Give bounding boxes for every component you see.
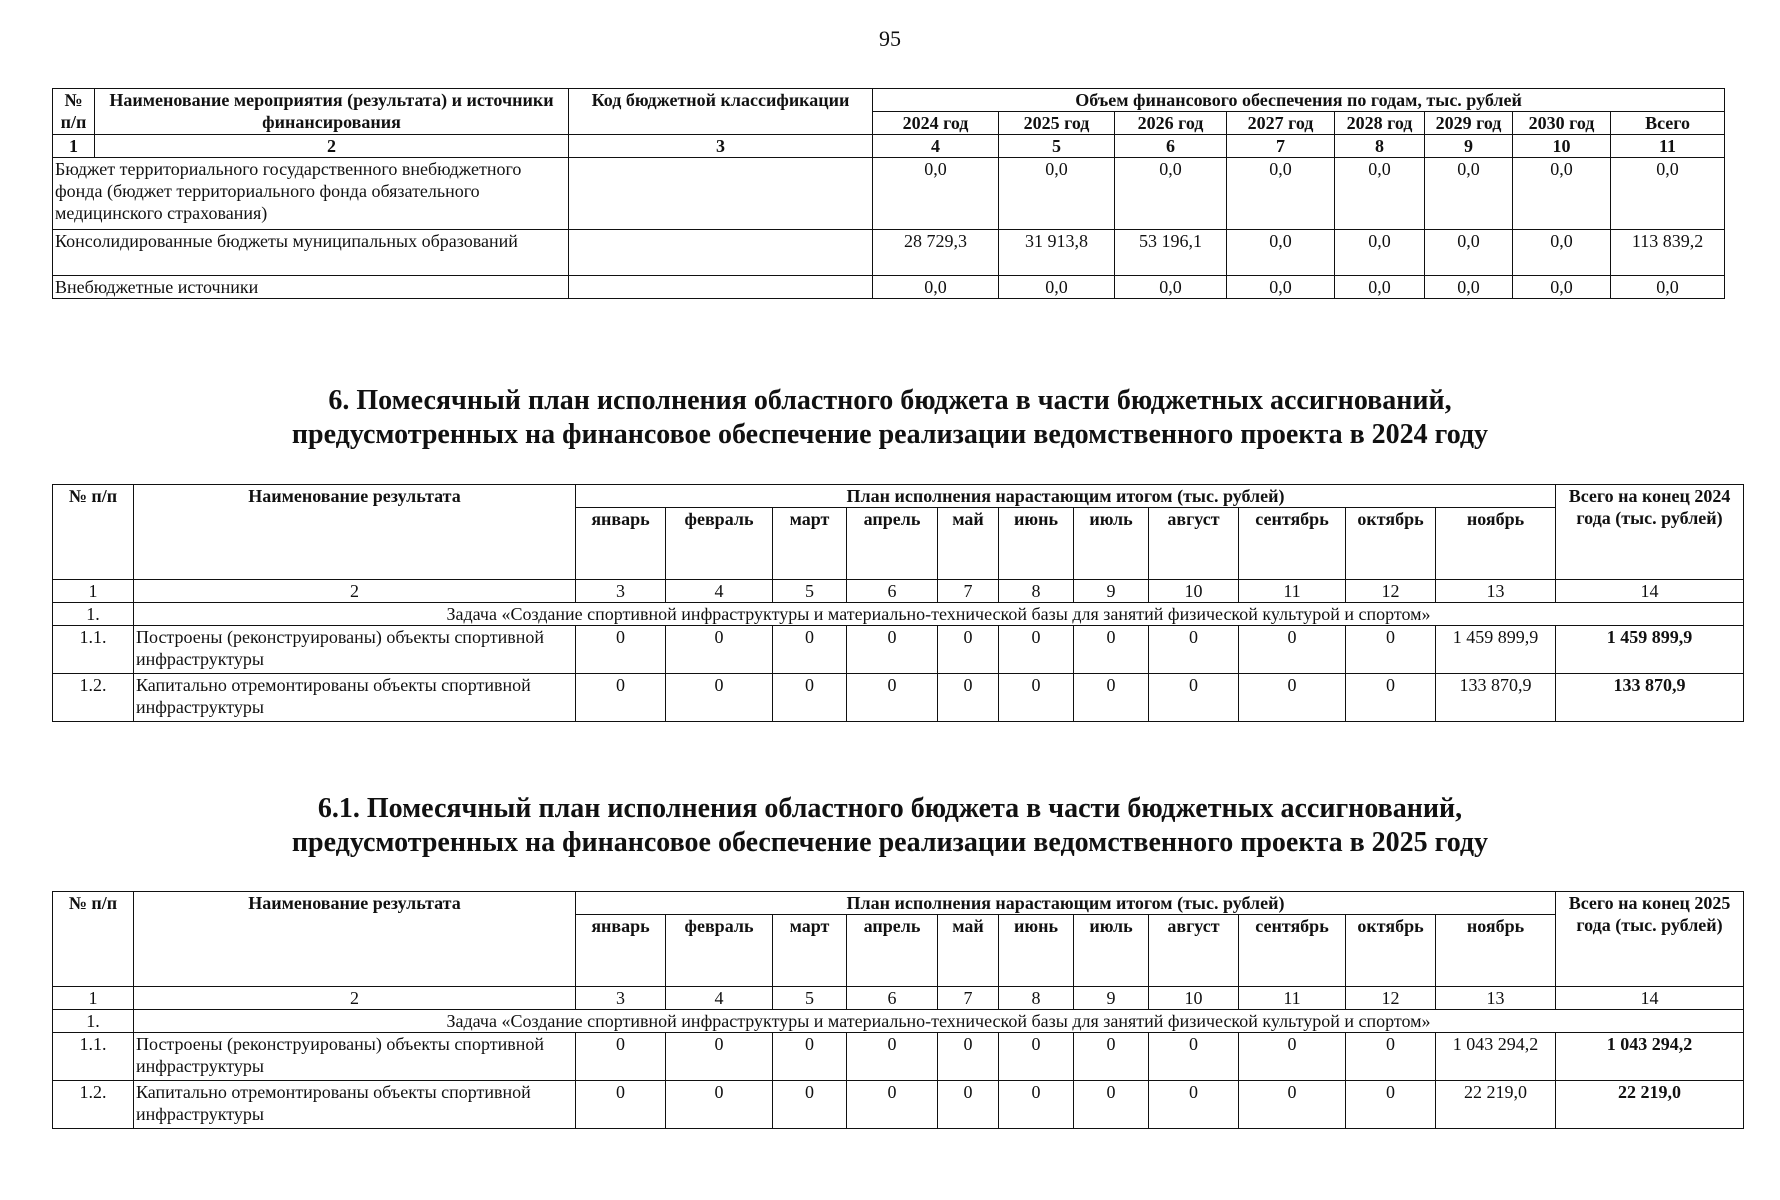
table-row	[53, 276, 1725, 299]
column-number: 1	[53, 580, 134, 603]
value-cell: 0,0	[1513, 230, 1611, 276]
value-cell: 0,0	[1513, 276, 1611, 299]
column-number: 5	[999, 135, 1115, 158]
header-month: ноябрь	[1436, 915, 1556, 987]
column-number: 10	[1149, 580, 1239, 603]
month-value: 0	[576, 626, 666, 674]
month-value: 22 219,0	[1436, 1081, 1556, 1129]
month-value: 0	[999, 626, 1074, 674]
value-cell: 113 839,2	[1611, 230, 1725, 276]
row-total: 22 219,0	[1556, 1081, 1744, 1129]
finance-column-numbers	[53, 135, 1725, 158]
value-cell: 0,0	[1335, 230, 1425, 276]
value-cell: 0,0	[1611, 158, 1725, 230]
result-name: Капитально отремонтированы объекты спортивной инфраструктуры	[134, 674, 576, 722]
month-value: 0	[1149, 1081, 1239, 1129]
column-number: 6	[1115, 135, 1227, 158]
budget-code	[569, 276, 873, 299]
month-value: 0	[1074, 1033, 1149, 1081]
header-month: апрель	[847, 915, 938, 987]
month-value: 0	[576, 1033, 666, 1081]
header-month: июль	[1074, 508, 1149, 580]
value-cell: 0,0	[1227, 230, 1335, 276]
month-value: 0	[576, 674, 666, 722]
column-number: 8	[999, 987, 1074, 1010]
section-title-line: предусмотренных на финансовое обеспечение реализации ведомственного проекта в 2025 году	[291, 827, 1489, 858]
header-name: Наименование результата	[134, 485, 576, 580]
value-cell: 31 913,8	[999, 230, 1115, 276]
header-month: январь	[576, 915, 666, 987]
row-num: 1.2.	[53, 674, 134, 722]
value-cell: 0,0	[1227, 158, 1335, 230]
month-value: 0	[1239, 626, 1346, 674]
month-value: 0	[773, 1033, 847, 1081]
table-row	[53, 1081, 1744, 1129]
month-value: 0	[1346, 626, 1436, 674]
column-number: 9	[1425, 135, 1513, 158]
column-number: 13	[1436, 987, 1556, 1010]
column-number: 12	[1346, 580, 1436, 603]
month-value: 0	[1074, 1081, 1149, 1129]
column-number: 10	[1149, 987, 1239, 1010]
header-month: февраль	[666, 508, 773, 580]
header-total: Всего на конец 2024 года (тыс. рублей)	[1556, 485, 1744, 580]
table-row	[53, 158, 1725, 230]
column-number: 11	[1239, 580, 1346, 603]
header-month: март	[773, 508, 847, 580]
value-cell: 0,0	[1335, 158, 1425, 230]
month-value: 0	[938, 1081, 999, 1129]
month-value: 0	[1239, 674, 1346, 722]
month-value: 0	[1149, 674, 1239, 722]
value-cell: 0,0	[1425, 276, 1513, 299]
header-month: апрель	[847, 508, 938, 580]
header-num: № п/п	[53, 89, 95, 135]
header-plan: План исполнения нарастающим итогом (тыс. рублей)	[576, 892, 1556, 915]
column-number: 11	[1611, 135, 1725, 158]
row-total: 133 870,9	[1556, 674, 1744, 722]
value-cell: 53 196,1	[1115, 230, 1227, 276]
source-name: Бюджет территориального государственного внебюджетного фонда (бюджет территориального фонда обязательного медицинского страхования)	[53, 158, 569, 230]
plan-header-row-1	[53, 485, 1744, 508]
column-number: 9	[1074, 987, 1149, 1010]
header-num: № п/п	[53, 485, 134, 580]
header-year: 2028 год	[1335, 112, 1425, 135]
column-number: 1	[53, 987, 134, 1010]
column-number: 8	[999, 580, 1074, 603]
month-value: 0	[1149, 626, 1239, 674]
value-cell: 0,0	[1115, 276, 1227, 299]
table-row	[53, 674, 1744, 722]
finance-table	[52, 88, 1725, 299]
header-month: январь	[576, 508, 666, 580]
value-cell: 0,0	[1227, 276, 1335, 299]
row-num: 1.1.	[53, 626, 134, 674]
header-year: 2026 год	[1115, 112, 1227, 135]
column-number: 5	[773, 987, 847, 1010]
monthly-plan-2024-table	[52, 484, 1744, 722]
month-value: 0	[666, 674, 773, 722]
header-plan: План исполнения нарастающим итогом (тыс. рублей)	[576, 485, 1556, 508]
column-number: 1	[53, 135, 95, 158]
header-year: 2024 год	[873, 112, 999, 135]
column-number: 7	[938, 580, 999, 603]
header-month: октябрь	[1346, 508, 1436, 580]
header-month: июнь	[999, 915, 1074, 987]
section-title-line: 6.1. Помесячный план исполнения областного бюджета в части бюджетных ассигнований,	[317, 793, 1463, 824]
source-name: Внебюджетные источники	[53, 276, 569, 299]
column-number: 4	[666, 580, 773, 603]
column-number: 12	[1346, 987, 1436, 1010]
header-year: 2025 год	[999, 112, 1115, 135]
task-text: Задача «Создание спортивной инфраструктуры и материально-технической базы для занятий физической культурой и спортом»	[134, 603, 1744, 626]
table-row	[53, 626, 1744, 674]
column-number: 7	[938, 987, 999, 1010]
value-cell: 0,0	[1115, 158, 1227, 230]
month-value: 0	[576, 1081, 666, 1129]
task-num: 1.	[53, 1010, 134, 1033]
value-cell: 0,0	[873, 158, 999, 230]
column-number: 3	[576, 580, 666, 603]
row-num: 1.1.	[53, 1033, 134, 1081]
month-value: 0	[999, 1081, 1074, 1129]
row-total: 1 043 294,2	[1556, 1033, 1744, 1081]
month-value: 0	[847, 1081, 938, 1129]
budget-code	[569, 230, 873, 276]
month-value: 0	[999, 674, 1074, 722]
header-total: Всего на конец 2025 года (тыс. рублей)	[1556, 892, 1744, 987]
month-value: 0	[1239, 1033, 1346, 1081]
month-value: 0	[938, 674, 999, 722]
task-text: Задача «Создание спортивной инфраструктуры и материально-технической базы для занятий физической культурой и спортом»	[134, 1010, 1744, 1033]
value-cell: 0,0	[999, 276, 1115, 299]
section-title-line: 6. Помесячный план исполнения областного бюджета в части бюджетных ассигнований,	[328, 385, 1452, 416]
month-value: 0	[847, 674, 938, 722]
header-month: август	[1149, 915, 1239, 987]
row-num: 1.2.	[53, 1081, 134, 1129]
column-number: 14	[1556, 987, 1744, 1010]
header-year: 2027 год	[1227, 112, 1335, 135]
column-number: 9	[1074, 580, 1149, 603]
column-number: 2	[95, 135, 569, 158]
header-month: август	[1149, 508, 1239, 580]
value-cell: 0,0	[873, 276, 999, 299]
table-row	[53, 230, 1725, 276]
month-value: 0	[1074, 674, 1149, 722]
month-value: 0	[1346, 674, 1436, 722]
month-value: 0	[1239, 1081, 1346, 1129]
section-title-line: предусмотренных на финансовое обеспечение реализации ведомственного проекта в 2024 году	[291, 419, 1489, 450]
header-month: сентябрь	[1239, 915, 1346, 987]
value-cell: 0,0	[1611, 276, 1725, 299]
task-num: 1.	[53, 603, 134, 626]
month-value: 1 459 899,9	[1436, 626, 1556, 674]
month-value: 0	[773, 674, 847, 722]
header-month: ноябрь	[1436, 508, 1556, 580]
header-year: 2029 год	[1425, 112, 1513, 135]
header-month: май	[938, 508, 999, 580]
value-cell: 0,0	[1425, 158, 1513, 230]
month-value: 0	[938, 1033, 999, 1081]
month-value: 0	[1346, 1033, 1436, 1081]
column-number: 2	[134, 987, 576, 1010]
result-name: Построены (реконструированы) объекты спортивной инфраструктуры	[134, 1033, 576, 1081]
column-number: 11	[1239, 987, 1346, 1010]
result-name: Построены (реконструированы) объекты спортивной инфраструктуры	[134, 626, 576, 674]
header-month: сентябрь	[1239, 508, 1346, 580]
month-value: 0	[938, 626, 999, 674]
month-value: 0	[1074, 626, 1149, 674]
budget-code	[569, 158, 873, 230]
value-cell: 0,0	[1513, 158, 1611, 230]
month-value: 0	[773, 626, 847, 674]
month-value: 0	[666, 1081, 773, 1129]
value-cell: 0,0	[1425, 230, 1513, 276]
finance-header-row-1	[53, 89, 1725, 112]
monthly-plan-2025-table	[52, 891, 1744, 1129]
header-year: 2030 год	[1513, 112, 1611, 135]
month-value: 133 870,9	[1436, 674, 1556, 722]
header-month: февраль	[666, 915, 773, 987]
column-number: 5	[773, 580, 847, 603]
column-number: 10	[1513, 135, 1611, 158]
header-month: октябрь	[1346, 915, 1436, 987]
month-value: 0	[847, 626, 938, 674]
header-total: Всего	[1611, 112, 1725, 135]
value-cell: 28 729,3	[873, 230, 999, 276]
row-total: 1 459 899,9	[1556, 626, 1744, 674]
result-name: Капитально отремонтированы объекты спортивной инфраструктуры	[134, 1081, 576, 1129]
source-name: Консолидированные бюджеты муниципальных образований	[53, 230, 569, 276]
header-month: май	[938, 915, 999, 987]
header-volume: Объем финансового обеспечения по годам, тыс. рублей	[873, 89, 1725, 112]
column-number: 6	[847, 987, 938, 1010]
column-number: 3	[576, 987, 666, 1010]
page-number: 95	[879, 26, 901, 51]
month-value: 0	[1346, 1081, 1436, 1129]
plan-column-numbers	[53, 580, 1744, 603]
header-name: Наименование результата	[134, 892, 576, 987]
month-value: 0	[773, 1081, 847, 1129]
column-number: 3	[569, 135, 873, 158]
month-value: 0	[999, 1033, 1074, 1081]
task-row	[53, 603, 1744, 626]
table-row	[53, 1033, 1744, 1081]
header-num: № п/п	[53, 892, 134, 987]
month-value: 0	[666, 626, 773, 674]
plan-column-numbers	[53, 987, 1744, 1010]
column-number: 4	[873, 135, 999, 158]
header-month: июнь	[999, 508, 1074, 580]
month-value: 0	[847, 1033, 938, 1081]
plan-header-row-1	[53, 892, 1744, 915]
column-number: 14	[1556, 580, 1744, 603]
column-number: 4	[666, 987, 773, 1010]
section-6-1-title	[0, 792, 1780, 860]
month-value: 1 043 294,2	[1436, 1033, 1556, 1081]
task-row	[53, 1010, 1744, 1033]
column-number: 8	[1335, 135, 1425, 158]
column-number: 13	[1436, 580, 1556, 603]
month-value: 0	[1149, 1033, 1239, 1081]
header-month: июль	[1074, 915, 1149, 987]
value-cell: 0,0	[1335, 276, 1425, 299]
section-6-title	[0, 384, 1780, 452]
column-number: 7	[1227, 135, 1335, 158]
column-number: 2	[134, 580, 576, 603]
month-value: 0	[666, 1033, 773, 1081]
header-name: Наименование мероприятия (результата) и источники финансирования	[95, 89, 569, 135]
column-number: 6	[847, 580, 938, 603]
header-month: март	[773, 915, 847, 987]
header-code: Код бюджетной классификации	[569, 89, 873, 135]
value-cell: 0,0	[999, 158, 1115, 230]
